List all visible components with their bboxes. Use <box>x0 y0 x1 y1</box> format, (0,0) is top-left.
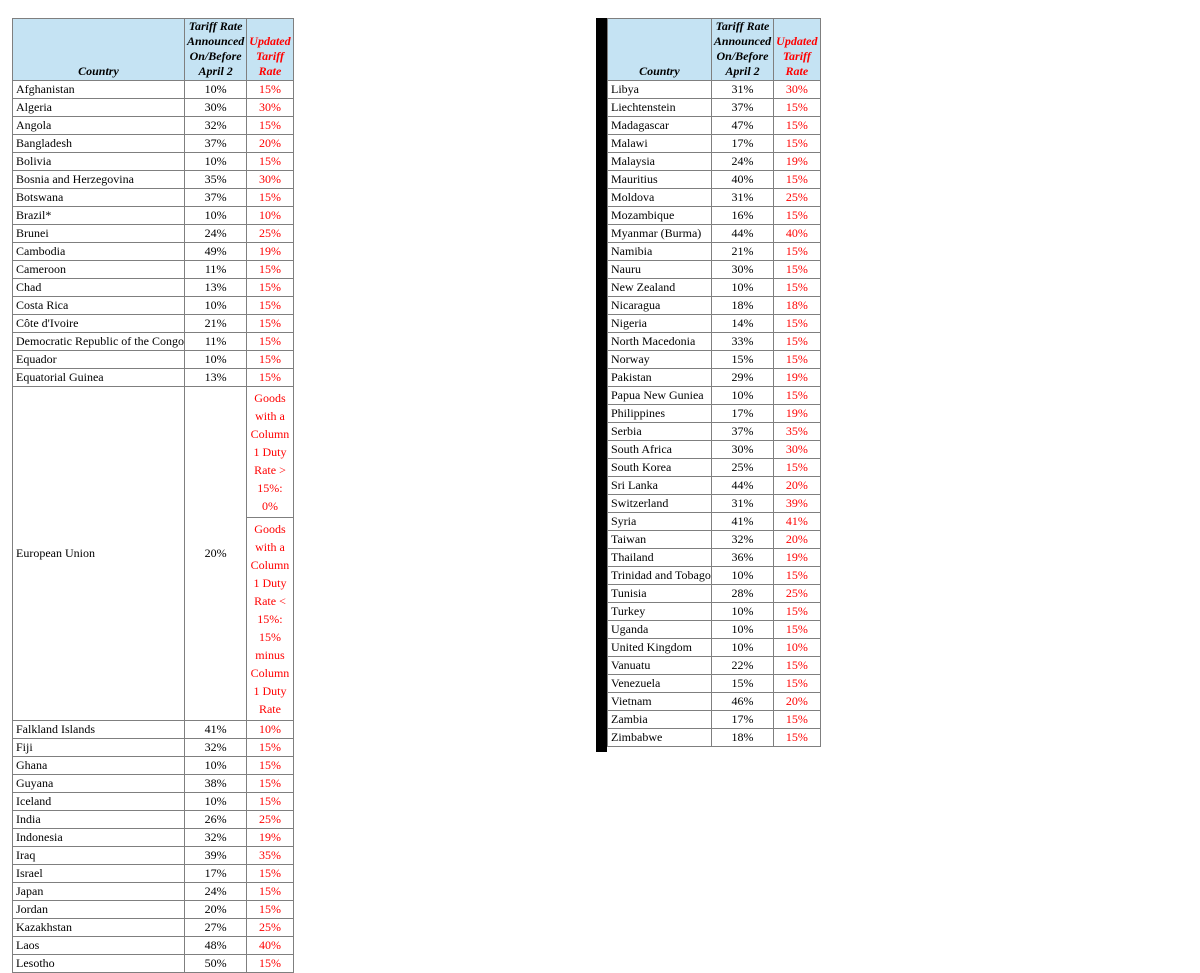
updated-rate-cell: 15% <box>247 865 293 883</box>
country-cell: Ghana <box>13 757 185 775</box>
table-row <box>13 883 294 901</box>
country-cell: Taiwan <box>608 531 712 549</box>
updated-rate-cell: 20% <box>774 531 820 549</box>
country-cell: Pakistan <box>608 369 712 387</box>
announced-rate-cell: 10% <box>711 603 773 621</box>
country-cell: Syria <box>608 513 712 531</box>
eu-note-2: Goods with a Column 1 Duty Rate < 15%: 15% minus Column 1 Duty Rate <box>247 518 293 721</box>
country-cell: Israel <box>13 865 185 883</box>
announced-rate-cell: 29% <box>711 369 773 387</box>
table-row <box>608 639 821 657</box>
announced-rate-cell: 18% <box>711 297 773 315</box>
updated-rate-cell: 15% <box>247 883 293 901</box>
announced-rate-cell: 10% <box>711 567 773 585</box>
table-row <box>13 955 294 973</box>
announced-rate-cell: 36% <box>711 549 773 567</box>
table-row <box>608 549 821 567</box>
updated-rate-cell: 19% <box>247 829 293 847</box>
country-cell: Norway <box>608 351 712 369</box>
table-row <box>13 225 294 243</box>
table-row-eu <box>13 387 294 518</box>
table-row <box>13 99 294 117</box>
announced-rate-cell: 31% <box>711 189 773 207</box>
updated-rate-cell: 30% <box>774 81 820 99</box>
country-cell: Vanuatu <box>608 657 712 675</box>
country-cell: Brazil* <box>13 207 185 225</box>
updated-rate-cell: 25% <box>774 189 820 207</box>
header-row <box>13 19 294 81</box>
country-cell: New Zealand <box>608 279 712 297</box>
announced-rate-cell: 15% <box>711 351 773 369</box>
announced-rate-cell: 39% <box>184 847 246 865</box>
updated-rate-cell: 10% <box>247 721 293 739</box>
table-row <box>13 117 294 135</box>
table-row <box>608 315 821 333</box>
country-cell: Libya <box>608 81 712 99</box>
updated-rate-cell: 15% <box>774 243 820 261</box>
announced-rate-cell: 10% <box>184 153 246 171</box>
table-row <box>608 459 821 477</box>
table-row <box>608 657 821 675</box>
country-cell: Bolivia <box>13 153 185 171</box>
country-cell: Jordan <box>13 901 185 919</box>
announced-rate-cell: 22% <box>711 657 773 675</box>
updated-rate-cell: 15% <box>774 117 820 135</box>
updated-rate-cell: 15% <box>774 675 820 693</box>
updated-rate-cell: 15% <box>774 261 820 279</box>
country-cell: Sri Lanka <box>608 477 712 495</box>
country-cell: Zimbabwe <box>608 729 712 747</box>
announced-rate-cell: 17% <box>184 865 246 883</box>
table-row <box>608 117 821 135</box>
announced-rate-cell: 17% <box>711 711 773 729</box>
updated-rate-cell: 15% <box>247 279 293 297</box>
updated-rate-cell: 19% <box>774 153 820 171</box>
eu-country-cell: European Union <box>13 387 185 721</box>
updated-rate-cell: 15% <box>774 567 820 585</box>
announced-rate-cell: 40% <box>711 171 773 189</box>
left-body-top <box>13 81 294 387</box>
table-row <box>13 811 294 829</box>
country-cell: North Macedonia <box>608 333 712 351</box>
updated-rate-cell: 30% <box>774 441 820 459</box>
table-row <box>608 693 821 711</box>
table-row <box>13 919 294 937</box>
announced-rate-cell: 24% <box>711 153 773 171</box>
table-row <box>13 153 294 171</box>
table-row <box>608 135 821 153</box>
announced-rate-cell: 10% <box>184 297 246 315</box>
announced-rate-cell: 32% <box>711 531 773 549</box>
announced-rate-cell: 30% <box>711 261 773 279</box>
country-cell: Myanmar (Burma) <box>608 225 712 243</box>
announced-rate-cell: 30% <box>711 441 773 459</box>
table-row <box>608 333 821 351</box>
country-cell: Switzerland <box>608 495 712 513</box>
country-cell: Tunisia <box>608 585 712 603</box>
country-cell: United Kingdom <box>608 639 712 657</box>
updated-rate-cell: 10% <box>247 207 293 225</box>
country-cell: Laos <box>13 937 185 955</box>
announced-rate-cell: 21% <box>711 243 773 261</box>
tariff-table-left <box>12 18 294 973</box>
table-row <box>608 675 821 693</box>
announced-rate-cell: 15% <box>711 675 773 693</box>
announced-rate-cell: 32% <box>184 117 246 135</box>
table-row <box>13 721 294 739</box>
table-row <box>608 279 821 297</box>
table-row <box>13 865 294 883</box>
announced-rate-cell: 31% <box>711 81 773 99</box>
updated-rate-cell: 15% <box>247 117 293 135</box>
updated-rate-cell: 15% <box>774 279 820 297</box>
country-cell: South Africa <box>608 441 712 459</box>
announced-rate-cell: 46% <box>711 693 773 711</box>
table-row <box>608 243 821 261</box>
table-row <box>13 739 294 757</box>
announced-rate-cell: 10% <box>711 621 773 639</box>
table-row <box>608 369 821 387</box>
updated-rate-cell: 20% <box>774 477 820 495</box>
country-cell: Indonesia <box>13 829 185 847</box>
country-cell: Fiji <box>13 739 185 757</box>
table-row <box>608 297 821 315</box>
table-row <box>608 261 821 279</box>
country-cell: Vietnam <box>608 693 712 711</box>
table-row <box>608 531 821 549</box>
table-row <box>608 621 821 639</box>
table-row <box>13 937 294 955</box>
updated-rate-cell: 25% <box>774 585 820 603</box>
country-cell: Bangladesh <box>13 135 185 153</box>
updated-rate-cell: 15% <box>774 351 820 369</box>
announced-rate-cell: 14% <box>711 315 773 333</box>
country-cell: Liechtenstein <box>608 99 712 117</box>
announced-rate-cell: 10% <box>184 351 246 369</box>
header-country: Country <box>13 19 185 81</box>
table-row <box>608 99 821 117</box>
announced-rate-cell: 11% <box>184 333 246 351</box>
country-cell: India <box>13 811 185 829</box>
table-row <box>608 729 821 747</box>
announced-rate-cell: 24% <box>184 225 246 243</box>
table-row <box>608 81 821 99</box>
updated-rate-cell: 39% <box>774 495 820 513</box>
country-cell: Venezuela <box>608 675 712 693</box>
table-row <box>13 243 294 261</box>
eu-announced-cell: 20% <box>184 387 246 721</box>
updated-rate-cell: 15% <box>774 333 820 351</box>
announced-rate-cell: 30% <box>184 99 246 117</box>
updated-rate-cell: 15% <box>774 621 820 639</box>
updated-rate-cell: 15% <box>774 171 820 189</box>
announced-rate-cell: 33% <box>711 333 773 351</box>
announced-rate-cell: 20% <box>184 901 246 919</box>
updated-rate-cell: 19% <box>247 243 293 261</box>
country-cell: Algeria <box>13 99 185 117</box>
table-row <box>608 189 821 207</box>
announced-rate-cell: 32% <box>184 739 246 757</box>
announced-rate-cell: 37% <box>184 189 246 207</box>
announced-rate-cell: 47% <box>711 117 773 135</box>
announced-rate-cell: 10% <box>184 81 246 99</box>
header-announced-line1: Tariff Rate Announced <box>713 19 772 48</box>
announced-rate-cell: 31% <box>711 495 773 513</box>
updated-rate-cell: 15% <box>247 153 293 171</box>
table-row <box>13 369 294 387</box>
country-cell: Cambodia <box>13 243 185 261</box>
updated-rate-cell: 15% <box>247 81 293 99</box>
announced-rate-cell: 32% <box>184 829 246 847</box>
country-cell: Kazakhstan <box>13 919 185 937</box>
eu-note-1: Goods with a Column 1 Duty Rate > 15%: 0% <box>247 387 293 518</box>
column-divider <box>596 18 607 752</box>
updated-rate-cell: 15% <box>247 775 293 793</box>
announced-rate-cell: 48% <box>184 937 246 955</box>
announced-rate-cell: 26% <box>184 811 246 829</box>
left-body-bottom <box>13 721 294 973</box>
table-row <box>13 757 294 775</box>
tariff-table-right <box>607 18 821 747</box>
updated-rate-cell: 15% <box>774 729 820 747</box>
announced-rate-cell: 38% <box>184 775 246 793</box>
table-row <box>608 513 821 531</box>
updated-rate-cell: 19% <box>774 405 820 423</box>
country-cell: Iceland <box>13 793 185 811</box>
announced-rate-cell: 10% <box>711 387 773 405</box>
header-announced-line2: On/Before April 2 <box>189 49 242 78</box>
announced-rate-cell: 17% <box>711 135 773 153</box>
table-row <box>608 153 821 171</box>
country-cell: Nicaragua <box>608 297 712 315</box>
country-cell: Equatorial Guinea <box>13 369 185 387</box>
country-cell: Philippines <box>608 405 712 423</box>
country-cell: Papua New Guniea <box>608 387 712 405</box>
updated-rate-cell: 35% <box>247 847 293 865</box>
table-row <box>608 585 821 603</box>
updated-rate-cell: 20% <box>774 693 820 711</box>
table-row <box>13 847 294 865</box>
announced-rate-cell: 10% <box>184 757 246 775</box>
country-cell: Mozambique <box>608 207 712 225</box>
announced-rate-cell: 16% <box>711 207 773 225</box>
announced-rate-cell: 17% <box>711 405 773 423</box>
country-cell: Falkland Islands <box>13 721 185 739</box>
announced-rate-cell: 37% <box>711 99 773 117</box>
updated-rate-cell: 25% <box>247 919 293 937</box>
table-row <box>608 567 821 585</box>
country-cell: Bosnia and Herzegovina <box>13 171 185 189</box>
table-row <box>608 423 821 441</box>
updated-rate-cell: 15% <box>247 369 293 387</box>
country-cell: Serbia <box>608 423 712 441</box>
country-cell: Mauritius <box>608 171 712 189</box>
country-cell: Costa Rica <box>13 297 185 315</box>
country-cell: Iraq <box>13 847 185 865</box>
updated-rate-cell: 41% <box>774 513 820 531</box>
country-cell: Malaysia <box>608 153 712 171</box>
country-cell: Namibia <box>608 243 712 261</box>
announced-rate-cell: 10% <box>184 793 246 811</box>
updated-rate-cell: 30% <box>247 171 293 189</box>
country-cell: Madagascar <box>608 117 712 135</box>
announced-rate-cell: 41% <box>711 513 773 531</box>
country-cell: Democratic Republic of the Congo <box>13 333 185 351</box>
announced-rate-cell: 37% <box>711 423 773 441</box>
announced-rate-cell: 44% <box>711 477 773 495</box>
announced-rate-cell: 21% <box>184 315 246 333</box>
updated-rate-cell: 15% <box>247 315 293 333</box>
country-cell: Malawi <box>608 135 712 153</box>
table-row <box>13 171 294 189</box>
table-row <box>608 495 821 513</box>
table-row <box>13 793 294 811</box>
updated-rate-cell: 18% <box>774 297 820 315</box>
announced-rate-cell: 50% <box>184 955 246 973</box>
eu-block <box>13 387 294 721</box>
header-row <box>608 19 821 81</box>
country-cell: South Korea <box>608 459 712 477</box>
table-row <box>608 405 821 423</box>
updated-rate-cell: 15% <box>247 351 293 369</box>
header-updated: Updated Tariff Rate <box>247 19 293 81</box>
updated-rate-cell: 10% <box>774 639 820 657</box>
announced-rate-cell: 10% <box>711 279 773 297</box>
updated-rate-cell: 15% <box>247 261 293 279</box>
header-announced-line1: Tariff Rate Announced <box>186 19 245 48</box>
country-cell: Turkey <box>608 603 712 621</box>
updated-rate-cell: 15% <box>247 955 293 973</box>
table-row <box>13 775 294 793</box>
country-cell: Moldova <box>608 189 712 207</box>
table-row <box>13 333 294 351</box>
announced-rate-cell: 37% <box>184 135 246 153</box>
announced-rate-cell: 13% <box>184 279 246 297</box>
announced-rate-cell: 18% <box>711 729 773 747</box>
table-row <box>13 901 294 919</box>
table-row <box>608 387 821 405</box>
table-row <box>608 477 821 495</box>
updated-rate-cell: 19% <box>774 549 820 567</box>
announced-rate-cell: 25% <box>711 459 773 477</box>
updated-rate-cell: 15% <box>774 387 820 405</box>
updated-rate-cell: 15% <box>774 657 820 675</box>
table-row <box>608 441 821 459</box>
updated-rate-cell: 15% <box>247 757 293 775</box>
country-cell: Chad <box>13 279 185 297</box>
header-announced <box>711 19 773 81</box>
updated-rate-cell: 15% <box>247 333 293 351</box>
table-row <box>608 207 821 225</box>
updated-rate-cell: 15% <box>774 459 820 477</box>
table-row <box>13 297 294 315</box>
country-cell: Uganda <box>608 621 712 639</box>
announced-rate-cell: 13% <box>184 369 246 387</box>
right-body <box>608 81 821 747</box>
updated-rate-cell: 15% <box>774 99 820 117</box>
announced-rate-cell: 28% <box>711 585 773 603</box>
announced-rate-cell: 11% <box>184 261 246 279</box>
updated-rate-cell: 40% <box>247 937 293 955</box>
updated-rate-cell: 15% <box>247 189 293 207</box>
country-cell: Equador <box>13 351 185 369</box>
table-row <box>608 225 821 243</box>
country-cell: Afghanistan <box>13 81 185 99</box>
country-cell: Cameroon <box>13 261 185 279</box>
updated-rate-cell: 15% <box>247 793 293 811</box>
updated-rate-cell: 15% <box>774 135 820 153</box>
table-row <box>13 207 294 225</box>
header-updated: Updated Tariff Rate <box>774 19 820 81</box>
announced-rate-cell: 35% <box>184 171 246 189</box>
updated-rate-cell: 15% <box>247 739 293 757</box>
table-row <box>13 829 294 847</box>
announced-rate-cell: 24% <box>184 883 246 901</box>
table-row <box>608 351 821 369</box>
announced-rate-cell: 41% <box>184 721 246 739</box>
table-row <box>13 315 294 333</box>
table-row <box>608 603 821 621</box>
table-row <box>13 351 294 369</box>
header-announced <box>184 19 246 81</box>
updated-rate-cell: 25% <box>247 811 293 829</box>
announced-rate-cell: 49% <box>184 243 246 261</box>
header-country: Country <box>608 19 712 81</box>
country-cell: Lesotho <box>13 955 185 973</box>
table-row <box>608 171 821 189</box>
country-cell: Brunei <box>13 225 185 243</box>
updated-rate-cell: 19% <box>774 369 820 387</box>
updated-rate-cell: 25% <box>247 225 293 243</box>
updated-rate-cell: 15% <box>774 315 820 333</box>
table-row <box>13 261 294 279</box>
table-row <box>13 81 294 99</box>
table-row <box>13 189 294 207</box>
table-row <box>13 279 294 297</box>
updated-rate-cell: 30% <box>247 99 293 117</box>
announced-rate-cell: 44% <box>711 225 773 243</box>
updated-rate-cell: 15% <box>247 901 293 919</box>
updated-rate-cell: 15% <box>774 207 820 225</box>
updated-rate-cell: 20% <box>247 135 293 153</box>
country-cell: Japan <box>13 883 185 901</box>
country-cell: Nigeria <box>608 315 712 333</box>
updated-rate-cell: 15% <box>774 711 820 729</box>
updated-rate-cell: 15% <box>774 603 820 621</box>
country-cell: Trinidad and Tobago <box>608 567 712 585</box>
country-cell: Côte d'Ivoire <box>13 315 185 333</box>
updated-rate-cell: 40% <box>774 225 820 243</box>
header-announced-line2: On/Before April 2 <box>716 49 769 78</box>
country-cell: Thailand <box>608 549 712 567</box>
updated-rate-cell: 15% <box>247 297 293 315</box>
country-cell: Nauru <box>608 261 712 279</box>
table-row <box>608 711 821 729</box>
announced-rate-cell: 27% <box>184 919 246 937</box>
country-cell: Zambia <box>608 711 712 729</box>
table-row <box>13 135 294 153</box>
updated-rate-cell: 35% <box>774 423 820 441</box>
country-cell: Guyana <box>13 775 185 793</box>
announced-rate-cell: 10% <box>184 207 246 225</box>
announced-rate-cell: 10% <box>711 639 773 657</box>
country-cell: Botswana <box>13 189 185 207</box>
country-cell: Angola <box>13 117 185 135</box>
